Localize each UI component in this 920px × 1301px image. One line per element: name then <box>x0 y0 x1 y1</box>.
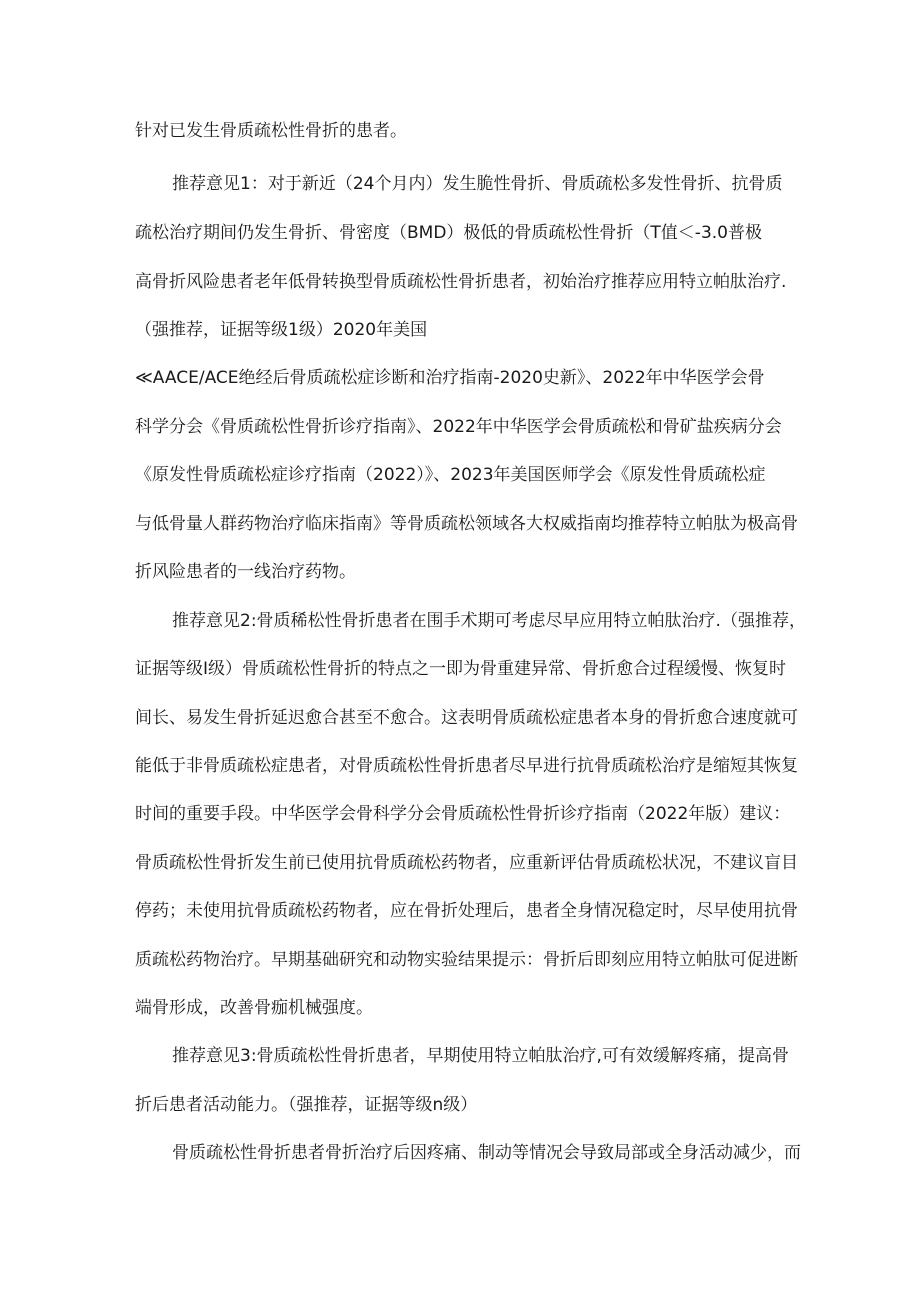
text-line: 高骨折风险患者老年低骨转换型骨质疏松性骨折患者，初始治疗推荐应用特立帕肽治疗. <box>135 272 787 292</box>
recommendation-1-line: 推荐意见1：对于新近（24个月内）发生脆性骨折、骨质疏松多发性骨折、抗骨质 <box>172 174 783 194</box>
text-line: ≪AACE∕ACE绝经后骨质疏松症诊断和治疗指南-2020史新》、2022年中华医学会骨 <box>135 368 765 388</box>
text-line: 与低骨量人群药物治疗临床指南》等骨质疏松领域各大权威指南均推荐特立帕肽为极高骨 <box>135 514 798 534</box>
text-line: 骨质疏松性骨折患者骨折治疗后因疼痛、制动等情况会导致局部或全身活动减少，而 <box>172 1143 801 1163</box>
text-line: 科学分会《骨质疏松性骨折诊疗指南》、2022年中华医学会骨质疏松和骨矿盐疾病分会 <box>135 417 782 437</box>
text-line: 针对已发生骨质疏松性骨折的患者。 <box>135 121 407 141</box>
text-line: 停药；未使用抗骨质疏松药物者，应在骨折处理后，患者全身情况稳定时，尽早使用抗骨 <box>135 901 798 921</box>
text-line: 证据等级I级）骨质疏松性骨折的特点之一即为骨重建异常、骨折愈合过程缓慢、恢复时 <box>135 659 787 679</box>
text-line: 端骨形成，改善骨痂机械强度。 <box>135 998 373 1018</box>
text-line: 《原发性骨质疏松症诊疗指南（2022）》、2023年美国医师学会《原发性骨质疏松症 <box>135 465 766 485</box>
text-line: 折后患者活动能力。（强推荐，证据等级n级） <box>135 1095 478 1115</box>
recommendation-2-line: 推荐意见2:骨质稀松性骨折患者在围手术期可考虑尽早应用特立帕肽治疗.（强推荐， <box>172 611 806 631</box>
text-line: 间长、易发生骨折延迟愈合甚至不愈合。这表明骨质疏松症患者本身的骨折愈合速度就可 <box>135 708 798 728</box>
text-line: （强推荐，证据等级1级）2020年美国 <box>135 320 428 340</box>
text-line: 骨质疏松性骨折发生前已使用抗骨质疏松药物者，应重新评估骨质疏松状况，不建议盲目 <box>135 853 798 873</box>
recommendation-3-line: 推荐意见3:骨质疏松性骨折患者，早期使用特立帕肽治疗,可有效缓解疼痛，提高骨 <box>172 1046 789 1066</box>
text-line: 时间的重要手段。中华医学会骨科学分会骨质疏松性骨折诊疗指南（2022年版）建议： <box>135 804 791 824</box>
text-line: 质疏松药物治疗。早期基础研究和动物实验结果提示：骨折后即刻应用特立帕肽可促进断 <box>135 950 798 970</box>
text-line: 疏松治疗期间仍发生骨折、骨密度（BMD）极低的骨质疏松性骨折（T值＜-3.0普极 <box>135 223 762 243</box>
text-line: 折风险患者的一线治疗药物。 <box>135 562 356 582</box>
text-line: 能低于非骨质疏松症患者，对骨质疏松性骨折患者尽早进行抗骨质疏松治疗是缩短其恢复 <box>135 756 798 776</box>
